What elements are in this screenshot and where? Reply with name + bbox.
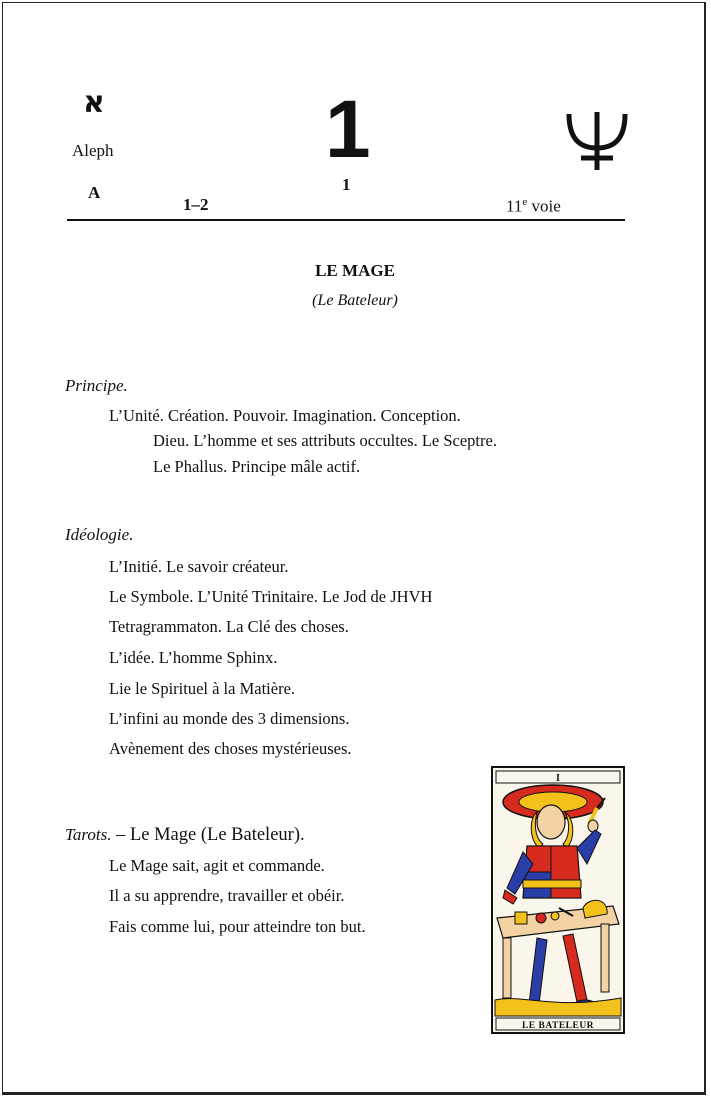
card-number-small: 1 — [342, 175, 351, 194]
tarots-line: Fais comme lui, pour atteindre ton but. — [109, 917, 366, 936]
section-label-tarots: Tarots. — [65, 825, 112, 844]
section-label-ideologie: Idéologie. — [65, 525, 134, 544]
latin-letter: A — [88, 183, 101, 202]
number-range: 1–2 — [183, 195, 209, 214]
principe-line: L’Unité. Création. Pouvoir. Imagination. Conception. — [109, 406, 461, 425]
ideologie-line: L’infini au monde des 3 dimensions. — [109, 709, 350, 728]
path-number: 11 — [506, 196, 523, 216]
ideologie-line: Tetragrammaton. La Clé des choses. — [109, 617, 349, 636]
path-word: voie — [527, 196, 561, 216]
path-label — [506, 196, 561, 217]
ideologie-line: L’idée. L’homme Sphinx. — [109, 648, 278, 667]
tarot-card-image — [491, 766, 625, 1034]
ideologie-line: Le Symbole. L’Unité Trinitaire. Le Jod de JHVH — [109, 587, 433, 606]
tarots-heading — [65, 825, 305, 846]
tarots-line: Le Mage sait, agit et commande. — [109, 856, 325, 875]
section-label-principe: Principe. — [65, 376, 128, 395]
card-caption: LE BATELEUR — [521, 1021, 595, 1031]
ideologie-line: L’Initié. Le savoir créateur. — [109, 557, 289, 576]
path-suffix: e — [522, 196, 528, 208]
principe-line: Le Phallus. Principe mâle actif. — [153, 457, 361, 476]
page-subtitle: (Le Bateleur) — [312, 292, 398, 309]
ideologie-line: Lie le Spirituel à la Matière. — [109, 679, 296, 698]
page-title: LE MAGE — [315, 261, 395, 280]
tarots-heading-text: – Le Mage (Le Bateleur). — [111, 825, 305, 845]
tarot-card-illustration — [493, 768, 623, 1032]
document-page — [2, 2, 706, 1095]
card-number-label: I — [556, 773, 560, 784]
ideologie-line: Avènement des choses mystérieuses. — [109, 739, 352, 758]
neptune-icon — [565, 108, 629, 174]
header-rule — [67, 219, 625, 221]
tarots-line: Il a su apprendre, travailler et obéir. — [109, 886, 345, 905]
letter-name: Aleph — [72, 141, 114, 160]
card-number-large: 1 — [325, 84, 371, 175]
principe-line: Dieu. L’homme et ses attributs occultes. Le Sceptre. — [153, 431, 497, 450]
hebrew-letter: א — [83, 85, 105, 120]
